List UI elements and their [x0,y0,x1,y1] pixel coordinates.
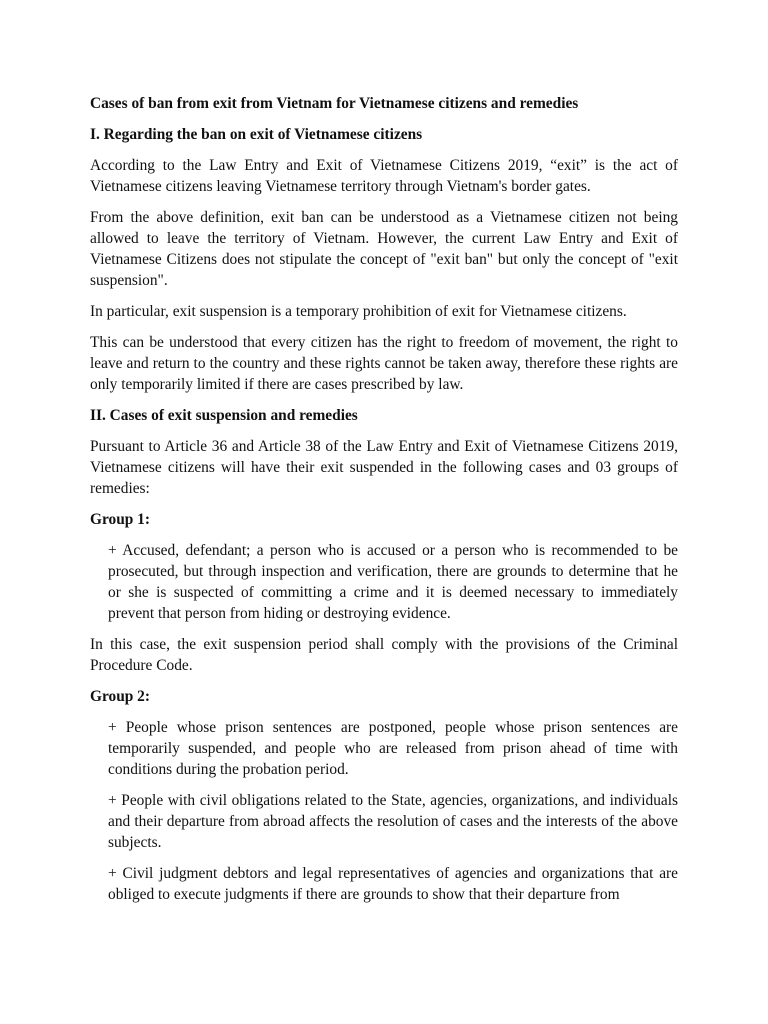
list-item: + Civil judgment debtors and legal representatives of agencies and organizations that are obliged to execute judgments if there are grounds to show that their departure from [108,865,678,903]
list-item: + Accused, defendant; a person who is accused or a person who is recommended to be prosecuted, but through inspection and verification, there are grounds to determine that he or she is suspected of committing a crime and it is deemed necessary to immediately prevent that person from hiding or destroying evidence. [108,542,678,622]
section-2-heading: II. Cases of exit suspension and remedies [90,407,358,424]
paragraph: According to the Law Entry and Exit of Vietnamese Citizens 2019, “exit” is the act of Vietnamese citizens leaving Vietnamese territory through Vietnam's border gates. [90,157,678,195]
group-1-label: Group 1: [90,511,151,528]
section-1-heading: I. Regarding the ban on exit of Vietnamese citizens [90,126,423,143]
paragraph: From the above definition, exit ban can be understood as a Vietnamese citizen not being allowed to leave the territory of Vietnam. However, the current Law Entry and Exit of Vietnamese Citizens does not stipulate the concept of "exit ban" but only the concept of "exit suspension". [90,209,678,289]
list-item: + People whose prison sentences are postponed, people whose prison sentences are temporarily suspended, and people who are released from prison ahead of time with conditions during the probation period. [108,719,678,778]
paragraph: Pursuant to Article 36 and Article 38 of the Law Entry and Exit of Vietnamese Citizens 2019, Vietnamese citizens will have their exit suspended in the following cases and 03 groups of remedies: [90,438,678,497]
list-item: + People with civil obligations related to the State, agencies, organizations, and individuals and their departure from abroad affects the resolution of cases and the interests of the above subjects. [108,792,678,851]
document-title: Cases of ban from exit from Vietnam for Vietnamese citizens and remedies [90,95,579,112]
paragraph: In this case, the exit suspension period shall comply with the provisions of the Criminal Procedure Code. [90,636,678,674]
document-page [90,93,678,915]
group-2-label: Group 2: [90,688,151,705]
paragraph: In particular, exit suspension is a temporary prohibition of exit for Vietnamese citizens. [90,303,627,320]
paragraph: This can be understood that every citizen has the right to freedom of movement, the right to leave and return to the country and these rights cannot be taken away, therefore these rights are only temporarily limited if there are cases prescribed by law. [90,334,678,393]
